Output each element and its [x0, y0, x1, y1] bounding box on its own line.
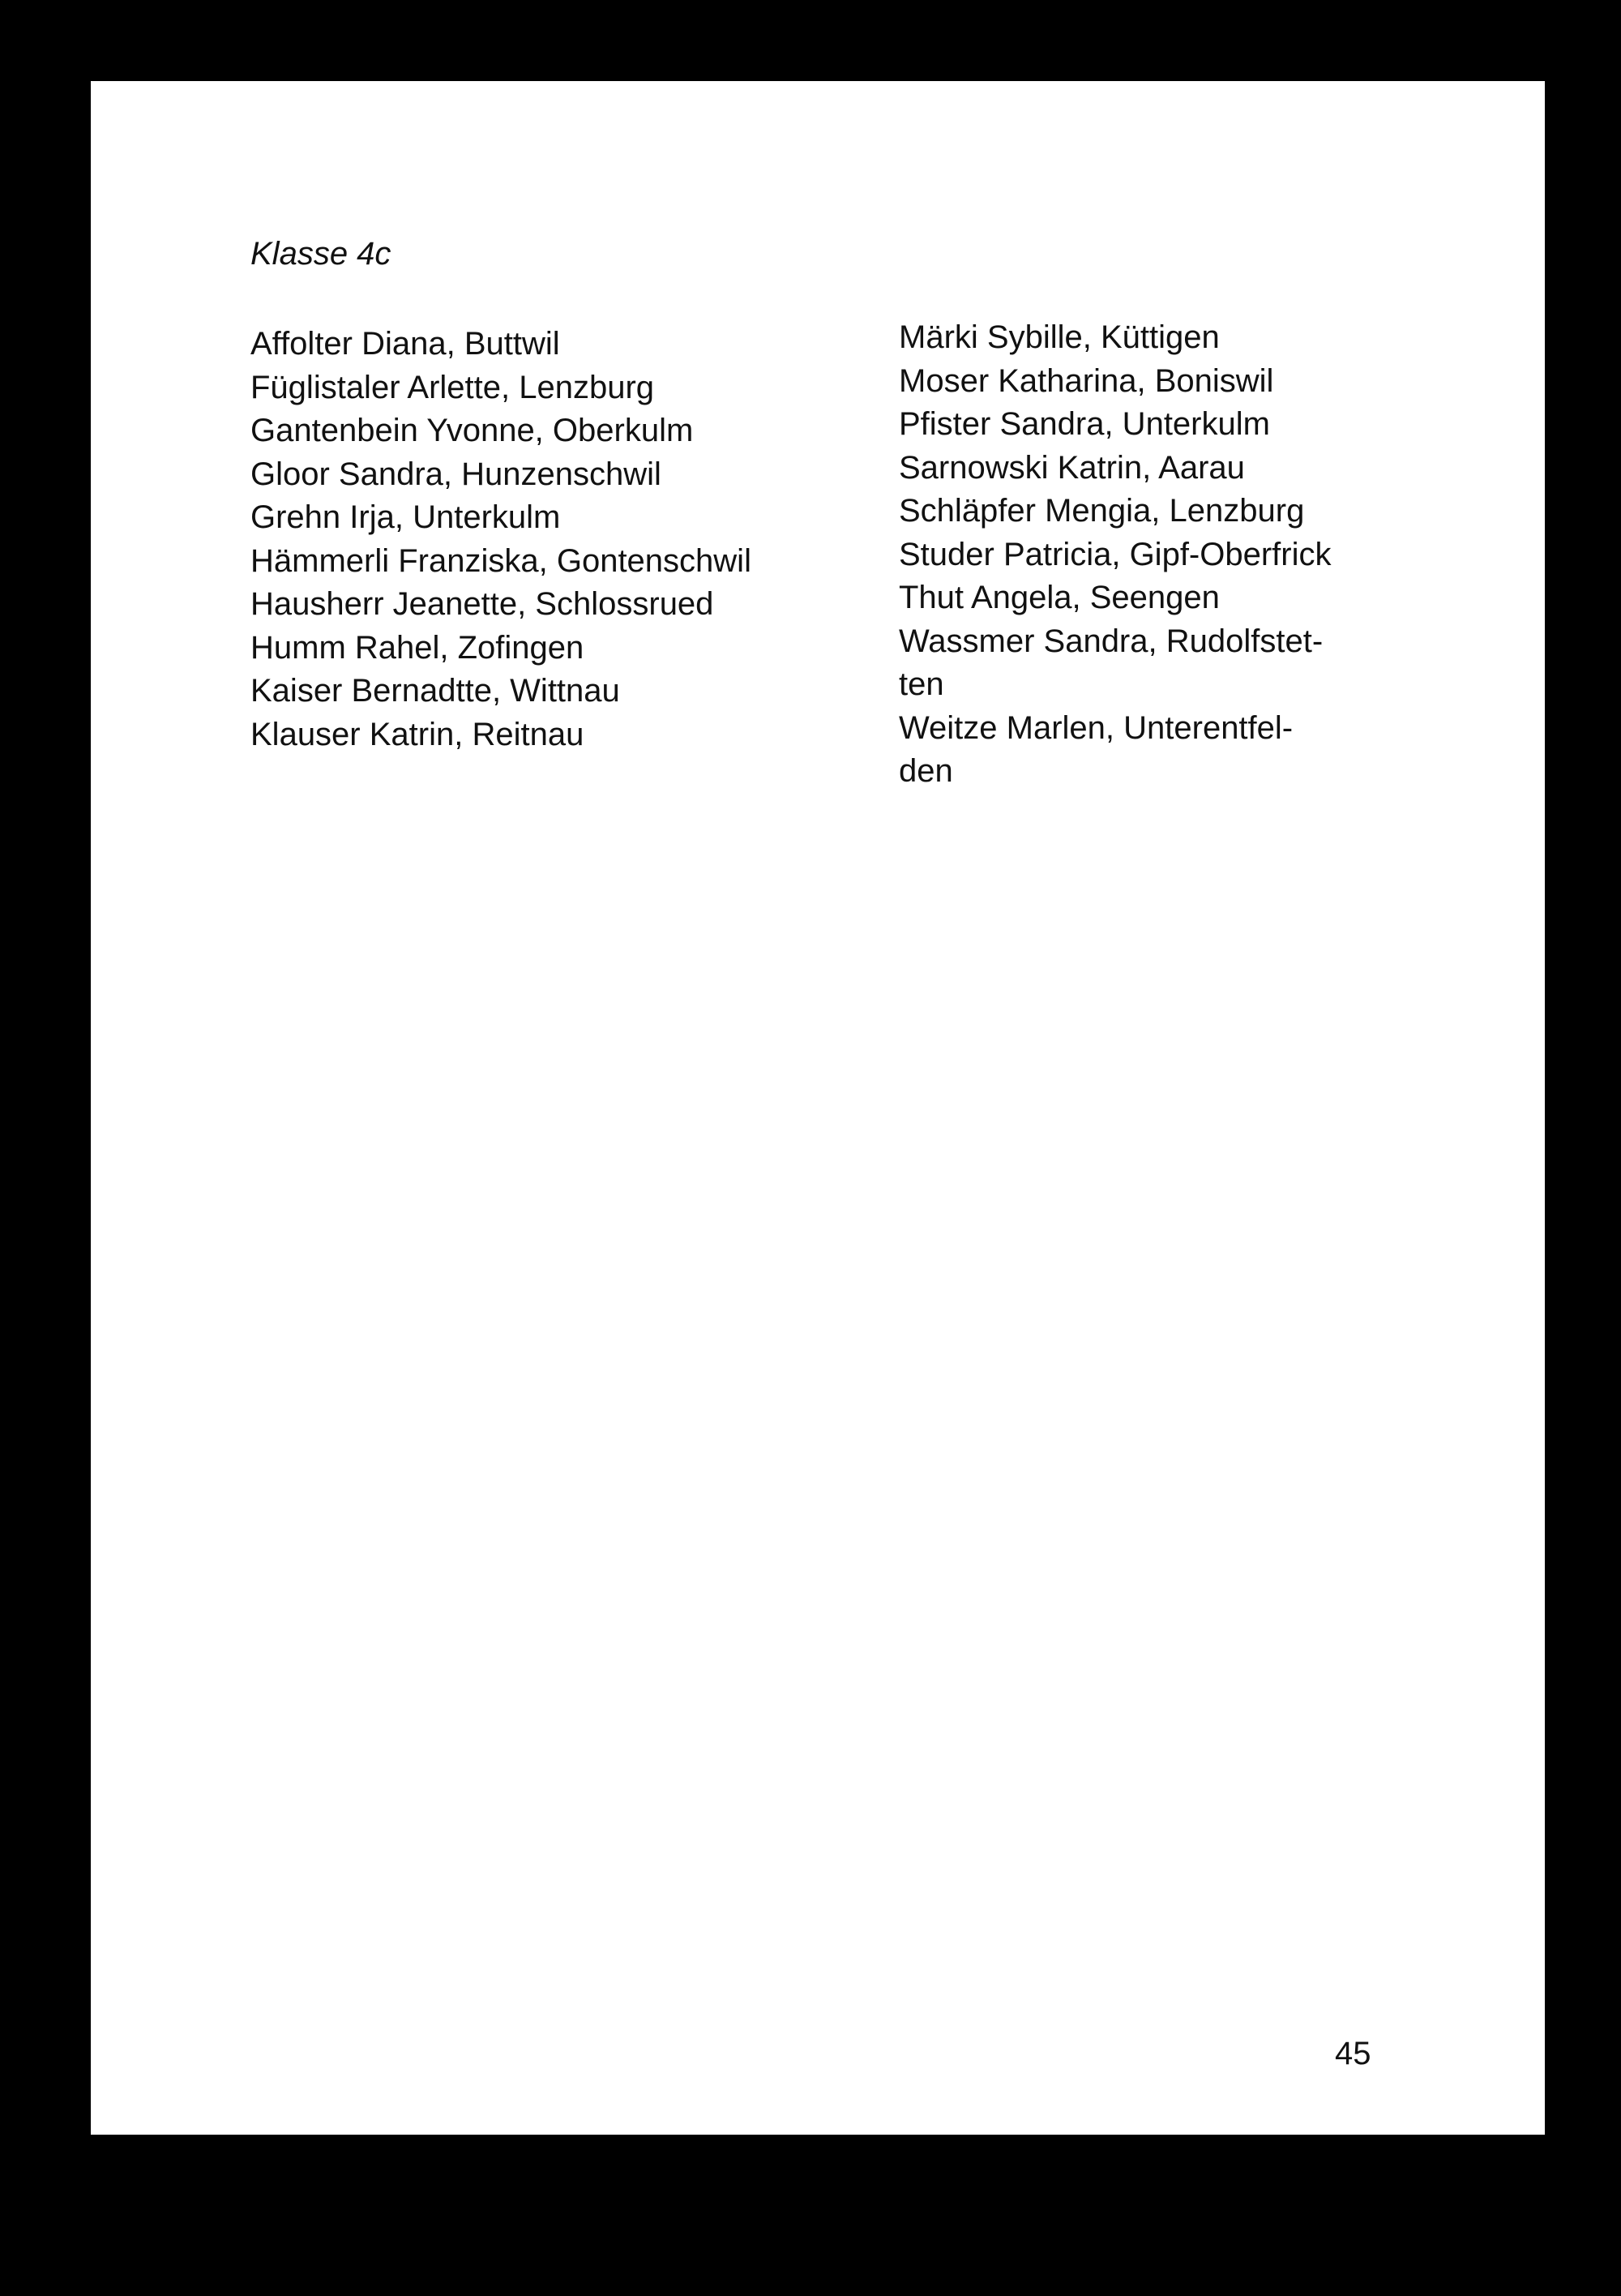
- list-item-continuation: ten: [899, 666, 944, 702]
- list-item: Thut Angela, Seengen: [899, 580, 1220, 615]
- page-number: 45: [1335, 2036, 1371, 2071]
- list-item: Klauser Katrin, Reitnau: [250, 716, 584, 752]
- list-item: Weitze Marlen, Unterentfel-: [899, 709, 1294, 746]
- list-item: Kaiser Bernadtte, Wittnau: [250, 673, 620, 709]
- list-item: Studer Patricia, Gipf-Oberfrick: [899, 536, 1332, 572]
- student-list-right: [899, 316, 1409, 794]
- list-item-continuation: den: [899, 753, 953, 789]
- list-item: Füglistaler Arlette, Lenzburg: [250, 369, 655, 405]
- list-item: Hausherr Jeanette, Schlossrued: [250, 586, 714, 622]
- list-item: Gantenbein Yvonne, Oberkulm: [250, 413, 694, 448]
- list-item: Sarnowski Katrin, Aarau: [899, 449, 1245, 486]
- list-item: Märki Sybille, Küttigen: [899, 319, 1220, 355]
- list-item: Moser Katharina, Boniswil: [899, 362, 1274, 399]
- list-item: Grehn Irja, Unterkulm: [250, 499, 561, 535]
- list-item: Schläpfer Mengia, Lenzburg: [899, 493, 1305, 529]
- list-item: Gloor Sandra, Hunzenschwil: [250, 456, 661, 492]
- list-item: Pfister Sandra, Unterkulm: [899, 406, 1270, 442]
- list-item: Hämmerli Franziska, Gontenschwil: [250, 542, 751, 579]
- student-list-left: [250, 323, 866, 756]
- document-page: [91, 81, 1545, 2135]
- list-item: Wassmer Sandra, Rudolfstet-: [899, 623, 1324, 659]
- class-heading: Klasse 4c: [250, 236, 391, 272]
- list-item: Humm Rahel, Zofingen: [250, 629, 584, 666]
- list-item: Affolter Diana, Buttwil: [250, 326, 560, 362]
